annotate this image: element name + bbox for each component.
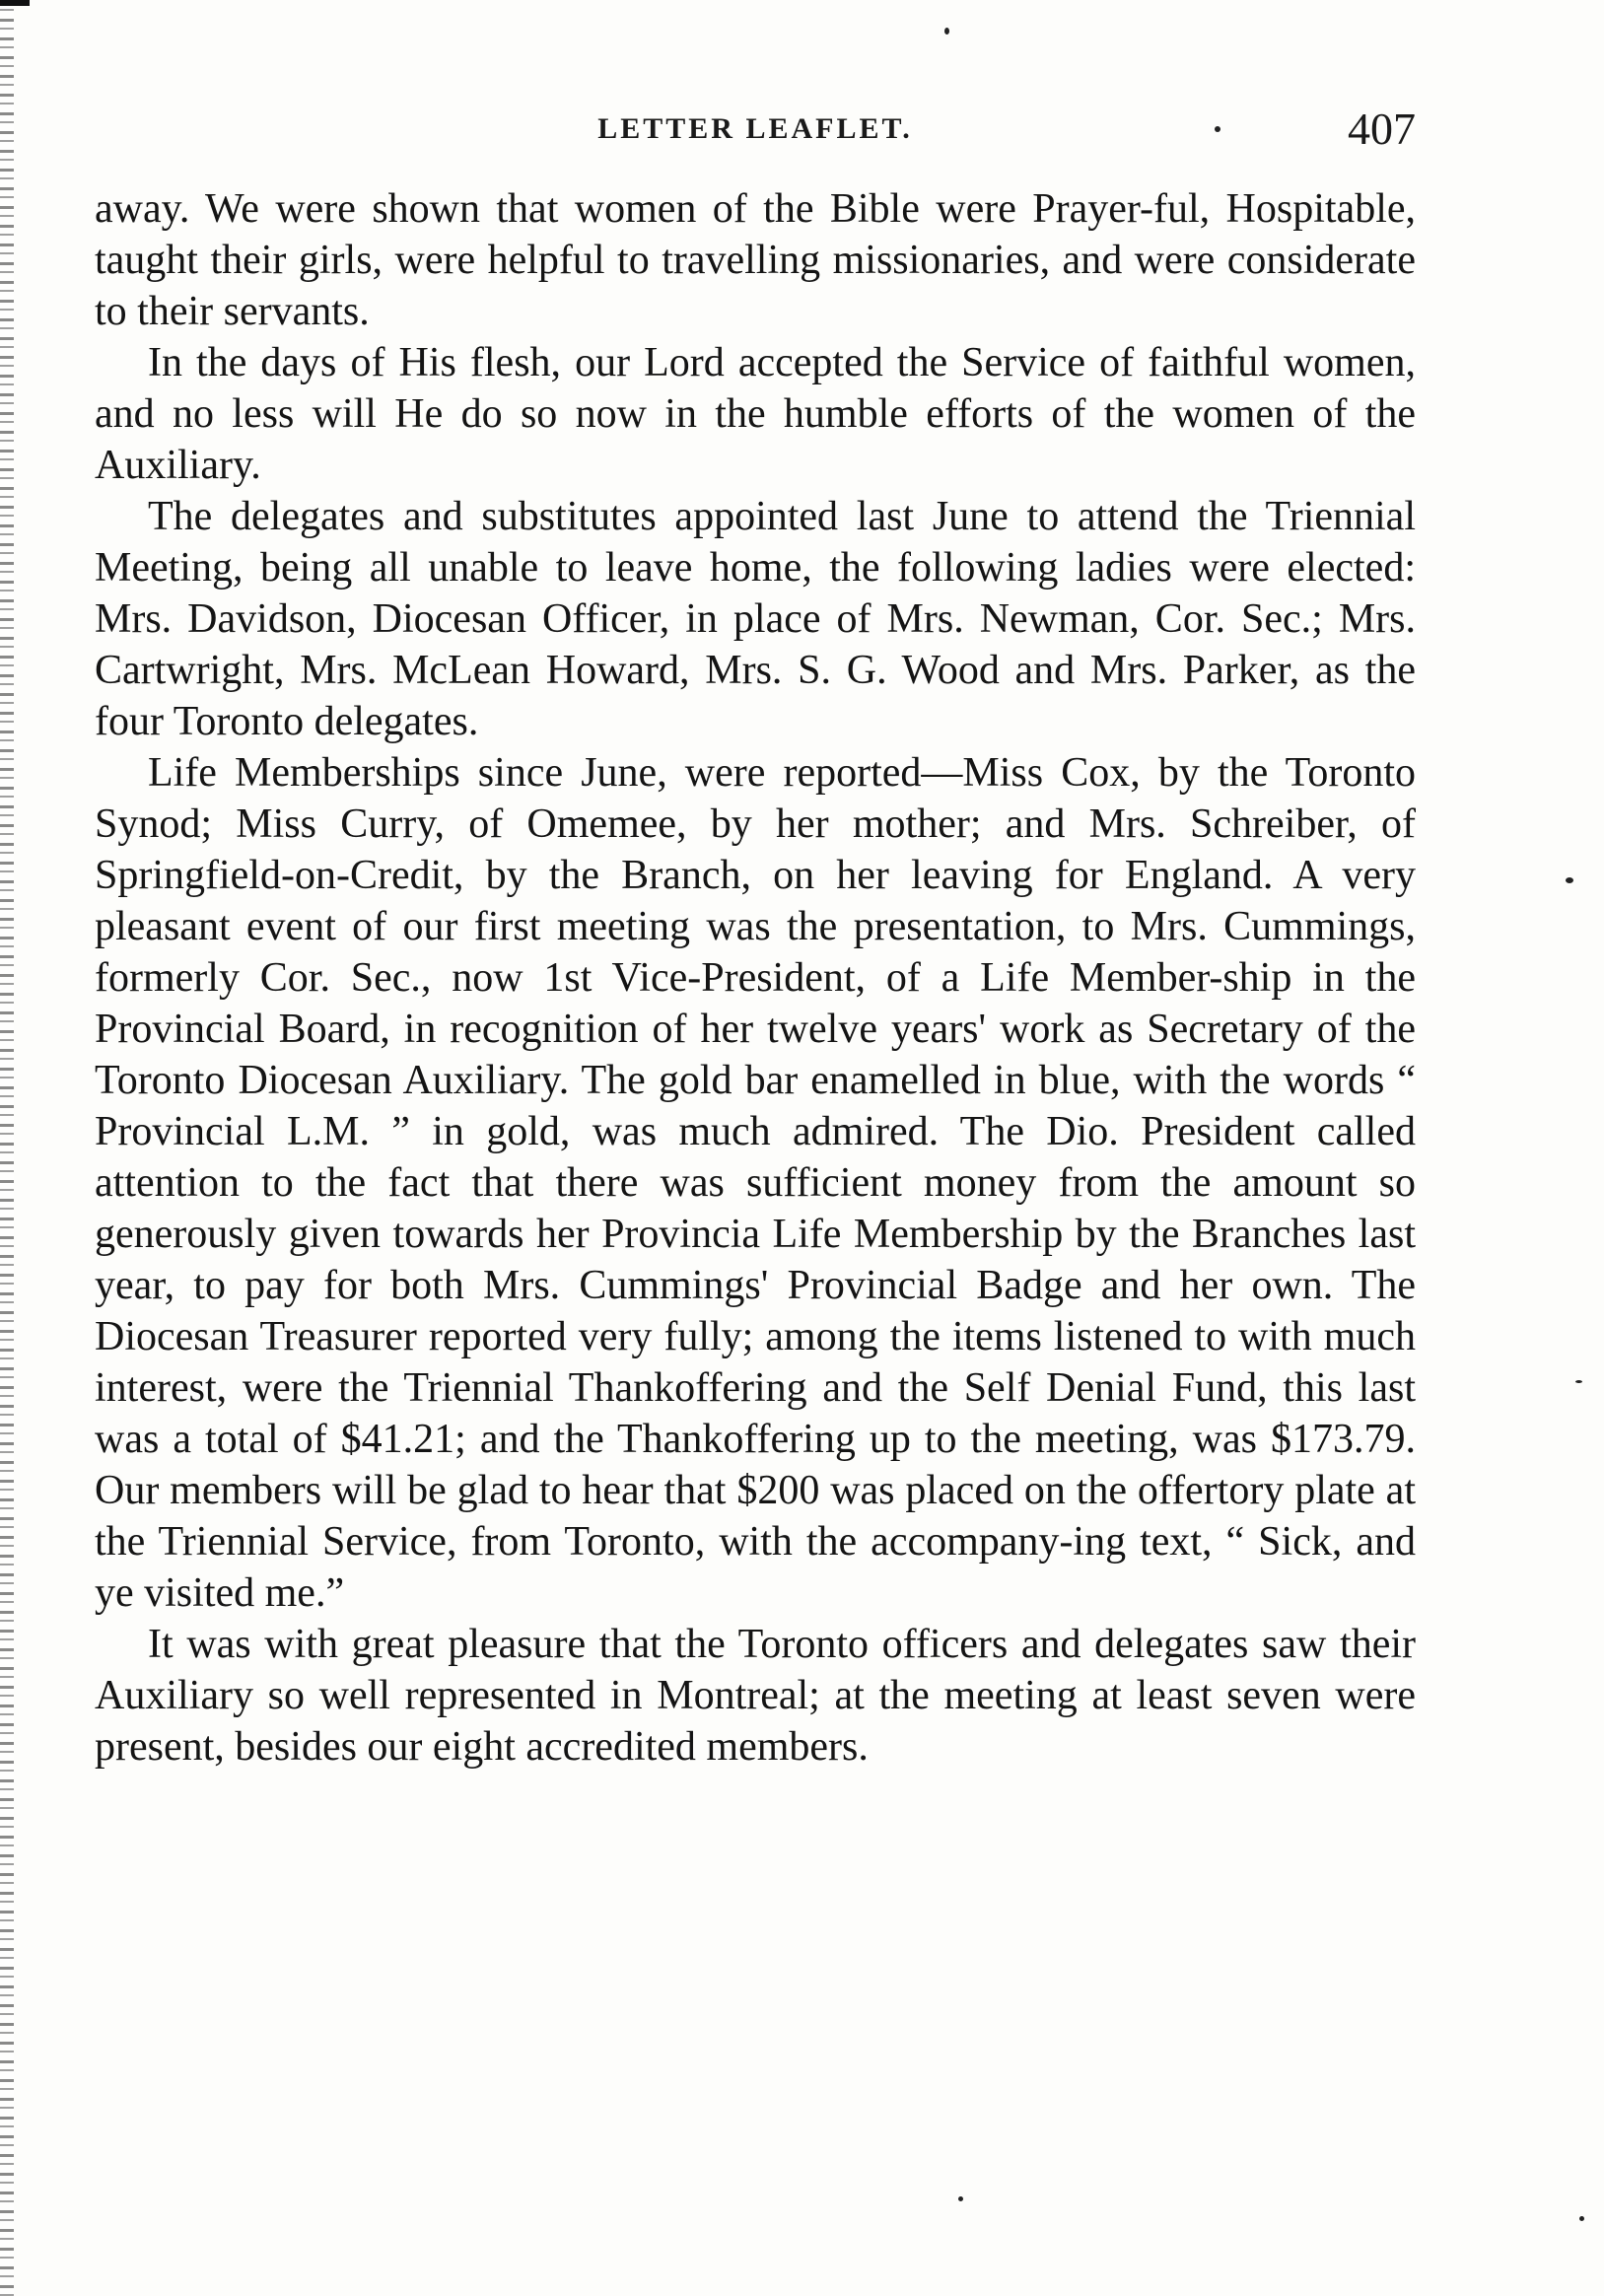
paragraph-5: It was with great pleasure that the Toronto officers and delegates saw their Auxiliary so well represented in Montreal; at the meeting at least seven were present, besides our eight accredited members. [95, 1622, 1416, 1770]
page-number: 407 [1348, 104, 1416, 154]
paragraph-2: In the days of His flesh, our Lord accepted the Service of faithful women, and no less will He do so now in the humble efforts of the women of the Auxiliary. [95, 340, 1416, 488]
page-header [95, 103, 1416, 162]
paragraph-1: away. We were shown that women of the Bible were Prayer-ful, Hospitable, taught their girls, were helpful to travelling missionaries, and were considerate to their servants. [95, 186, 1416, 334]
scan-speck [1215, 126, 1220, 132]
binding-edge [0, 0, 14, 2296]
scan-speck [944, 28, 949, 35]
running-title: LETTER LEAFLET. [597, 112, 913, 145]
scan-speck [1566, 877, 1573, 883]
body-text [95, 183, 1416, 1773]
paragraph-4: Life Memberships since June, were reported—Miss Cox, by the Toronto Synod; Miss Curry, of Omemee, by her mother; and Mrs. Schreiber, of Springfield-on-Credit, by the Branch, on her leaving for England. A very pleasant event of our first meeting was the presentation, to Mrs. Cummings, formerly Cor. Sec., now 1st Vice-President, of a Life Member-ship in the Provincial Board, in recognition of her twelve years' work as Secretary of the Toronto Diocesan Auxiliary. The gold bar enamelled in blue, with the words “ Provincial L.M. ” in gold, was much admired. The Dio. President called attention to the fact that there was sufficient money from the amount so generously given towards her Provincia Life Membership by the Branches last year, to pay for both Mrs. Cummings' Provincial Badge and her own. The Diocesan Treasurer reported very fully; among the items listened to with much interest, were the Triennial Thankoffering and the Self Denial Fund, this last was a total of $41.21; and the Thankoffering up to the meeting, was $173.79. Our members will be glad to hear that $200 was placed on the offertory plate at the Triennial Service, from Toronto, with the accompany-ing text, “ Sick, and ye visited me.” [95, 750, 1416, 1616]
corner-mark [0, 0, 30, 6]
scan-speck [1575, 1380, 1582, 1383]
paragraph-3: The delegates and substitutes appointed last June to attend the Triennial Meeting, being all unable to leave home, the following ladies were elected: Mrs. Davidson, Diocesan Officer, in place of Mrs. Newman, Cor. Sec.; Mrs. Cartwright, Mrs. McLean Howard, Mrs. S. G. Wood and Mrs. Parker, as the four Toronto delegates. [95, 494, 1416, 744]
scan-speck [1579, 2216, 1584, 2221]
scan-speck [958, 2196, 963, 2201]
